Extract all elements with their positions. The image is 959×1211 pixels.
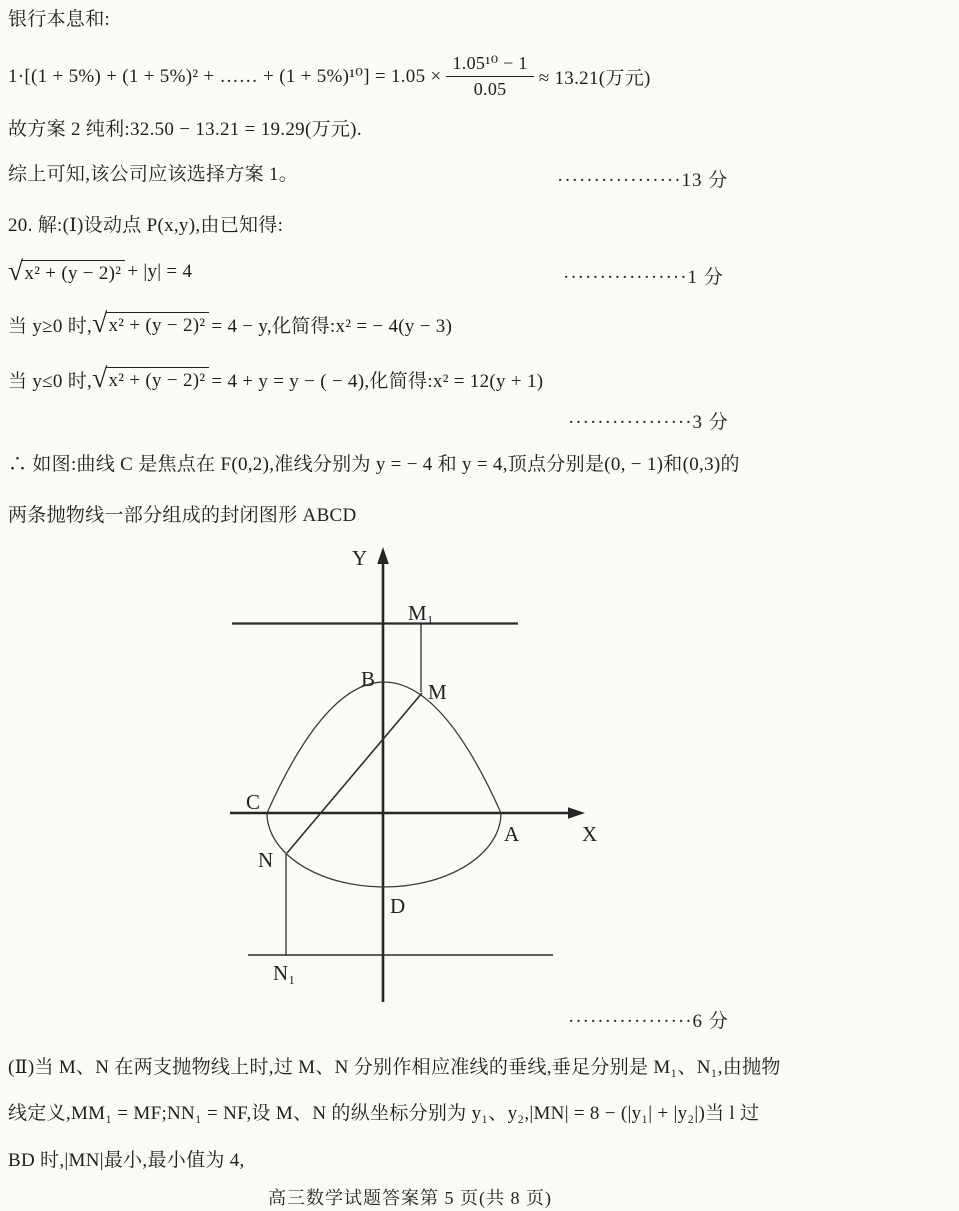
fraction-denominator: 0.05 [473, 78, 507, 99]
radical-sign: √ [92, 306, 108, 338]
radical-expression [92, 361, 209, 393]
case-neg-prefix: 当 y≤0 时, [8, 370, 93, 392]
point-m-label: M [428, 680, 447, 704]
score-3-marks: ·················3 分 [568, 412, 729, 433]
distance-equation-suffix: + |y| = 4 [127, 261, 193, 282]
interest-formula-fraction [446, 52, 533, 100]
score-6-marks: ·················6 分 [568, 1011, 729, 1032]
interest-formula-rhs: ≈ 13.21(万元) [538, 67, 651, 89]
plan-conclusion-line: 综上可知,该公司应该选择方案 1。 [8, 164, 299, 185]
point-b-label: B [361, 667, 376, 691]
distance-equation [8, 253, 192, 291]
curve-description-line1: ∴ 如图:曲线 C 是焦点在 F(0,2),准线分别为 y = − 4 和 y = 4,顶点分别是(0, − 1)和(0,3)的 [8, 454, 740, 475]
interest-formula-lhs: 1·[(1 + 5%) + (1 + 5%)² + …… + (1 + 5%)¹⁰] = 1.05 × [8, 65, 442, 87]
page-footer: 高三数学试题答案第 5 页(共 8 页) [268, 1188, 552, 1208]
case-y-nonnegative [8, 305, 452, 343]
radical-sign: √ [92, 361, 108, 393]
problem20-setup-line: 20. 解:(Ⅰ)设动点 P(x,y),由已知得: [8, 215, 284, 236]
part2-paragraph-line1: (Ⅱ)当 M、N 在两支抛物线上时,过 M、N 分别作相应准线的垂线,垂足分别是 M₁、N₁,由抛物 [8, 1057, 781, 1078]
case-neg-suffix: = 4 + y = y − ( − 4),化简得:x² = 12(y + 1) [211, 370, 544, 392]
point-a-label: A [504, 822, 520, 846]
radical-sign: √ [8, 254, 24, 286]
radical-expression [8, 254, 125, 286]
x-axis-arrowhead [568, 807, 585, 819]
curve-description-line2: 两条抛物线一部分组成的封闭图形 ABCD [8, 505, 357, 526]
case-y-nonpositive [8, 360, 543, 398]
point-n1-label: N₁ [273, 961, 296, 985]
bank-interest-heading: 银行本息和: [8, 9, 111, 30]
plan2-profit-line: 故方案 2 纯利:32.50 − 13.21 = 19.29(万元). [8, 119, 362, 140]
x-axis-label: X [582, 822, 598, 846]
radical-content: x² + (y − 2)² [21, 260, 125, 285]
curve-abcd-figure [215, 538, 615, 1008]
radical-expression [92, 306, 209, 338]
case-pos-suffix: = 4 − y,化简得:x² = − 4(y − 3) [211, 315, 453, 337]
fraction-numerator: 1.05¹⁰ − 1 [446, 52, 533, 77]
part2-paragraph-line2: 线定义,MM₁ = MF;NN₁ = NF,设 M、N 的纵坐标分别为 y₁、y₂,|MN| = 8 − (|y₁| + |y₂|)当 l 过 [8, 1103, 760, 1124]
case-pos-prefix: 当 y≥0 时, [8, 315, 93, 337]
radical-content: x² + (y − 2)² [106, 312, 210, 337]
y-axis-arrowhead [377, 547, 389, 564]
score-13-marks: ·················13 分 [557, 170, 729, 191]
point-m1-label: M₁ [408, 601, 434, 625]
point-c-label: C [246, 790, 261, 814]
score-1-mark: ·················1 分 [563, 267, 724, 288]
y-axis-label: Y [352, 546, 368, 570]
interest-formula [8, 50, 651, 102]
point-n-label: N [258, 848, 274, 872]
point-d-label: D [390, 894, 406, 918]
chord-mn-line [287, 693, 422, 853]
radical-content: x² + (y − 2)² [106, 367, 210, 392]
part2-paragraph-line3: BD 时,|MN|最小,最小值为 4, [8, 1150, 245, 1171]
